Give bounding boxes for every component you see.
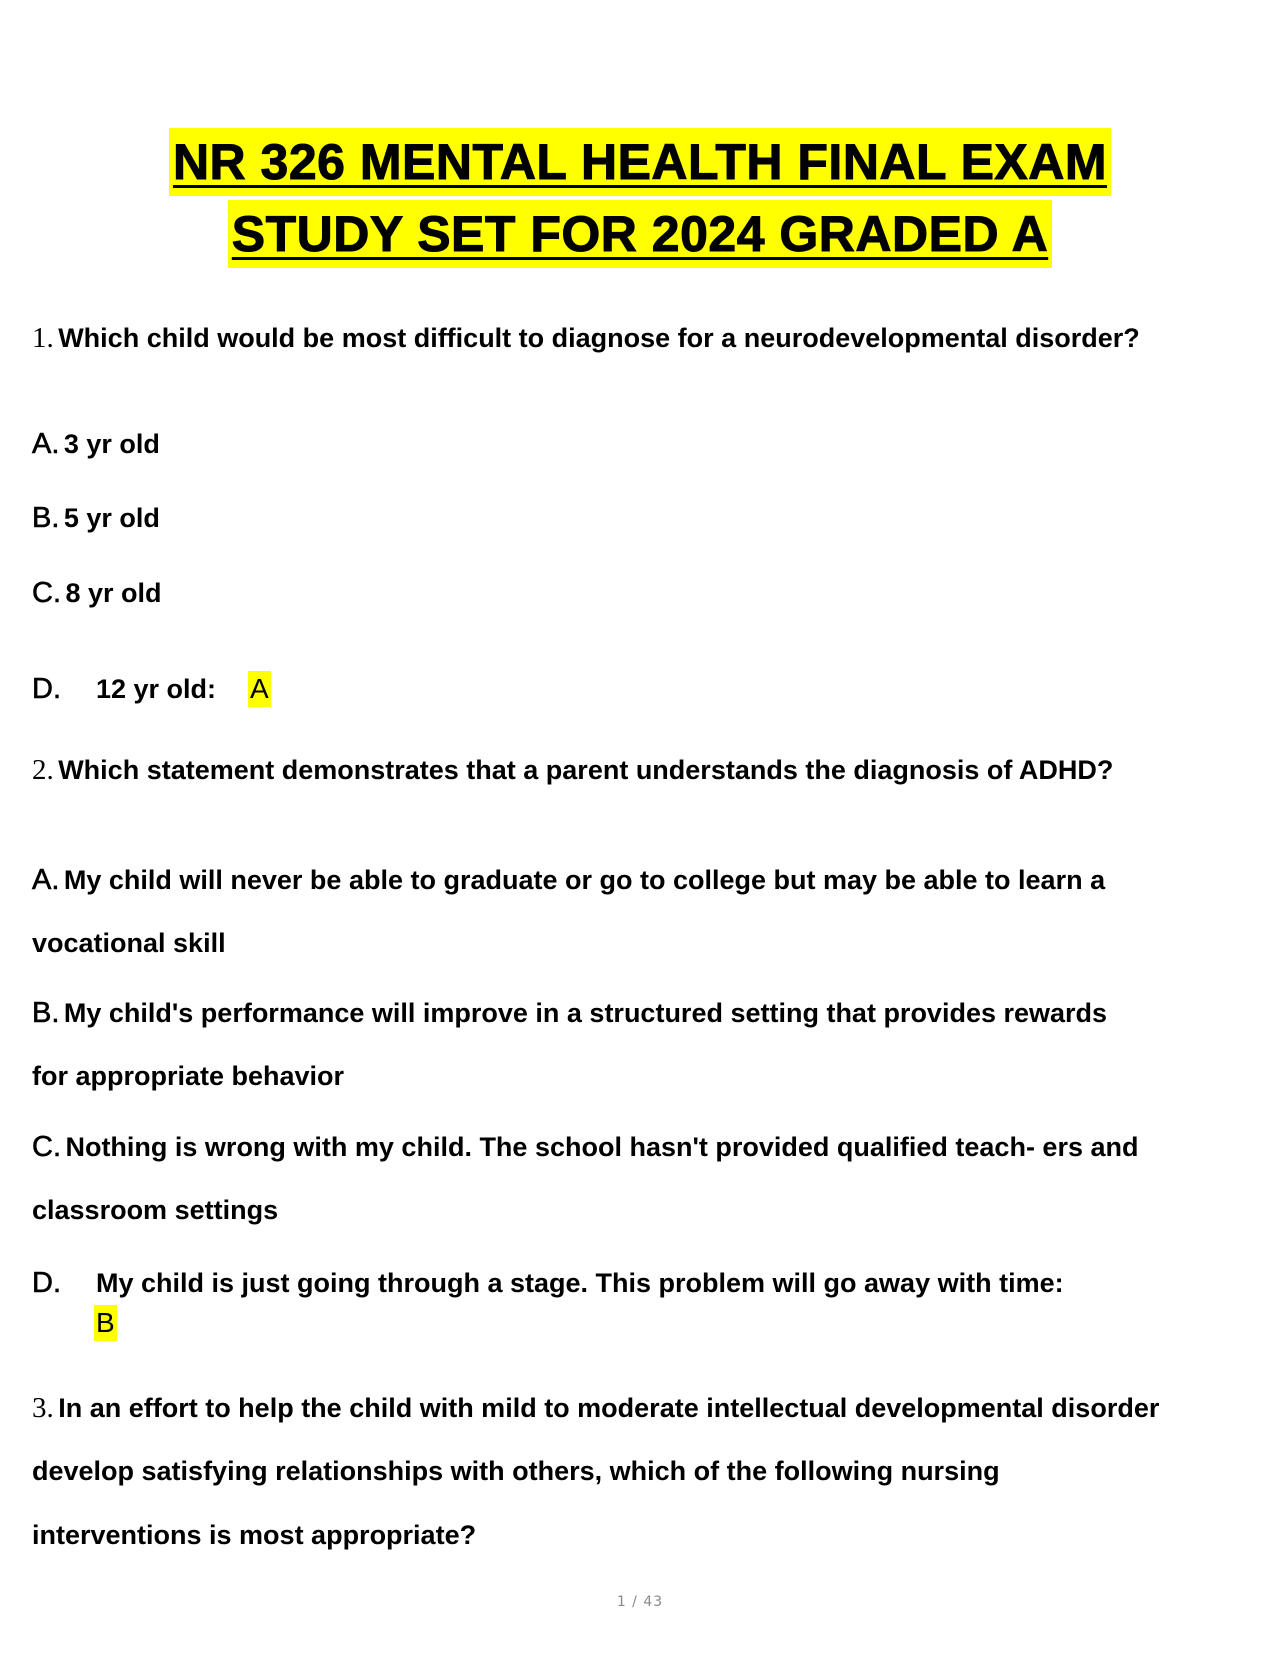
option-d-text-wrap xyxy=(96,1268,1064,1299)
option-text: My child's performance will improve in a structured setting that provides rewards xyxy=(63,998,1108,1028)
option-text: 8 yr old xyxy=(65,578,162,608)
option-c xyxy=(32,1131,1138,1164)
option-letter: D. xyxy=(32,673,61,705)
question-text: In an effort to help the child with mild to moderate intellectual developmental disorder xyxy=(58,1393,1160,1423)
question-number: 3. xyxy=(32,1392,54,1424)
question-3-continuation-2 xyxy=(32,1520,476,1551)
question-2 xyxy=(32,754,1113,787)
question-number: 2. xyxy=(32,754,54,786)
question-number: 1. xyxy=(32,322,54,354)
question-text: Which child would be most difficult to diagnose for a neurodevelopmental disorder? xyxy=(58,323,1140,353)
option-letter: C. xyxy=(32,1131,61,1163)
document-title xyxy=(0,128,1280,268)
option-c-continuation xyxy=(32,1195,278,1226)
question-text: Which statement demonstrates that a parent understands the diagnosis of ADHD? xyxy=(58,755,1114,785)
option-letter: D. xyxy=(32,1267,61,1299)
option-c xyxy=(32,577,161,610)
question-1 xyxy=(32,322,1140,355)
answer-marker-2 xyxy=(94,1305,117,1341)
answer-highlight: B xyxy=(94,1305,117,1341)
question-3 xyxy=(32,1392,1159,1425)
option-text: for appropriate behavior xyxy=(32,1061,345,1091)
answer-highlight: A xyxy=(248,671,271,707)
title-line-2: STUDY SET FOR 2024 GRADED A xyxy=(228,200,1052,268)
question-3-continuation-1 xyxy=(32,1456,1000,1487)
option-text: 5 yr old xyxy=(63,503,160,533)
page-indicator: 1 / 43 xyxy=(616,1594,664,1610)
option-text: My child will never be able to graduate or go to college but may be able to learn a xyxy=(63,865,1106,895)
option-d xyxy=(32,673,61,706)
option-letter: C. xyxy=(32,577,61,609)
option-b xyxy=(32,997,1107,1030)
option-d-text-wrap xyxy=(96,674,216,705)
option-b xyxy=(32,502,160,535)
option-text: Nothing is wrong with my child. The school hasn't provided qualified teach- ers and xyxy=(65,1132,1139,1162)
question-text: interventions is most appropriate? xyxy=(32,1520,477,1550)
option-letter: B. xyxy=(32,502,60,534)
option-text: 12 yr old: xyxy=(96,674,217,704)
option-text: classroom settings xyxy=(32,1195,279,1225)
option-d xyxy=(32,1267,61,1300)
option-text: 3 yr old xyxy=(63,429,160,459)
title-line-1: NR 326 MENTAL HEALTH FINAL EXAM xyxy=(169,128,1111,196)
option-b-continuation xyxy=(32,1061,344,1092)
option-a-continuation xyxy=(32,928,226,959)
option-letter: B. xyxy=(32,997,60,1029)
option-text: vocational skill xyxy=(32,928,226,958)
option-letter: A. xyxy=(32,428,60,460)
question-text: develop satisfying relationships with others, which of the following nursing xyxy=(32,1456,1000,1486)
answer-marker-1 xyxy=(248,671,271,707)
option-a xyxy=(32,864,1105,897)
option-text: My child is just going through a stage. This problem will go away with time: xyxy=(96,1268,1064,1298)
option-letter: A. xyxy=(32,864,60,896)
option-a xyxy=(32,428,160,461)
